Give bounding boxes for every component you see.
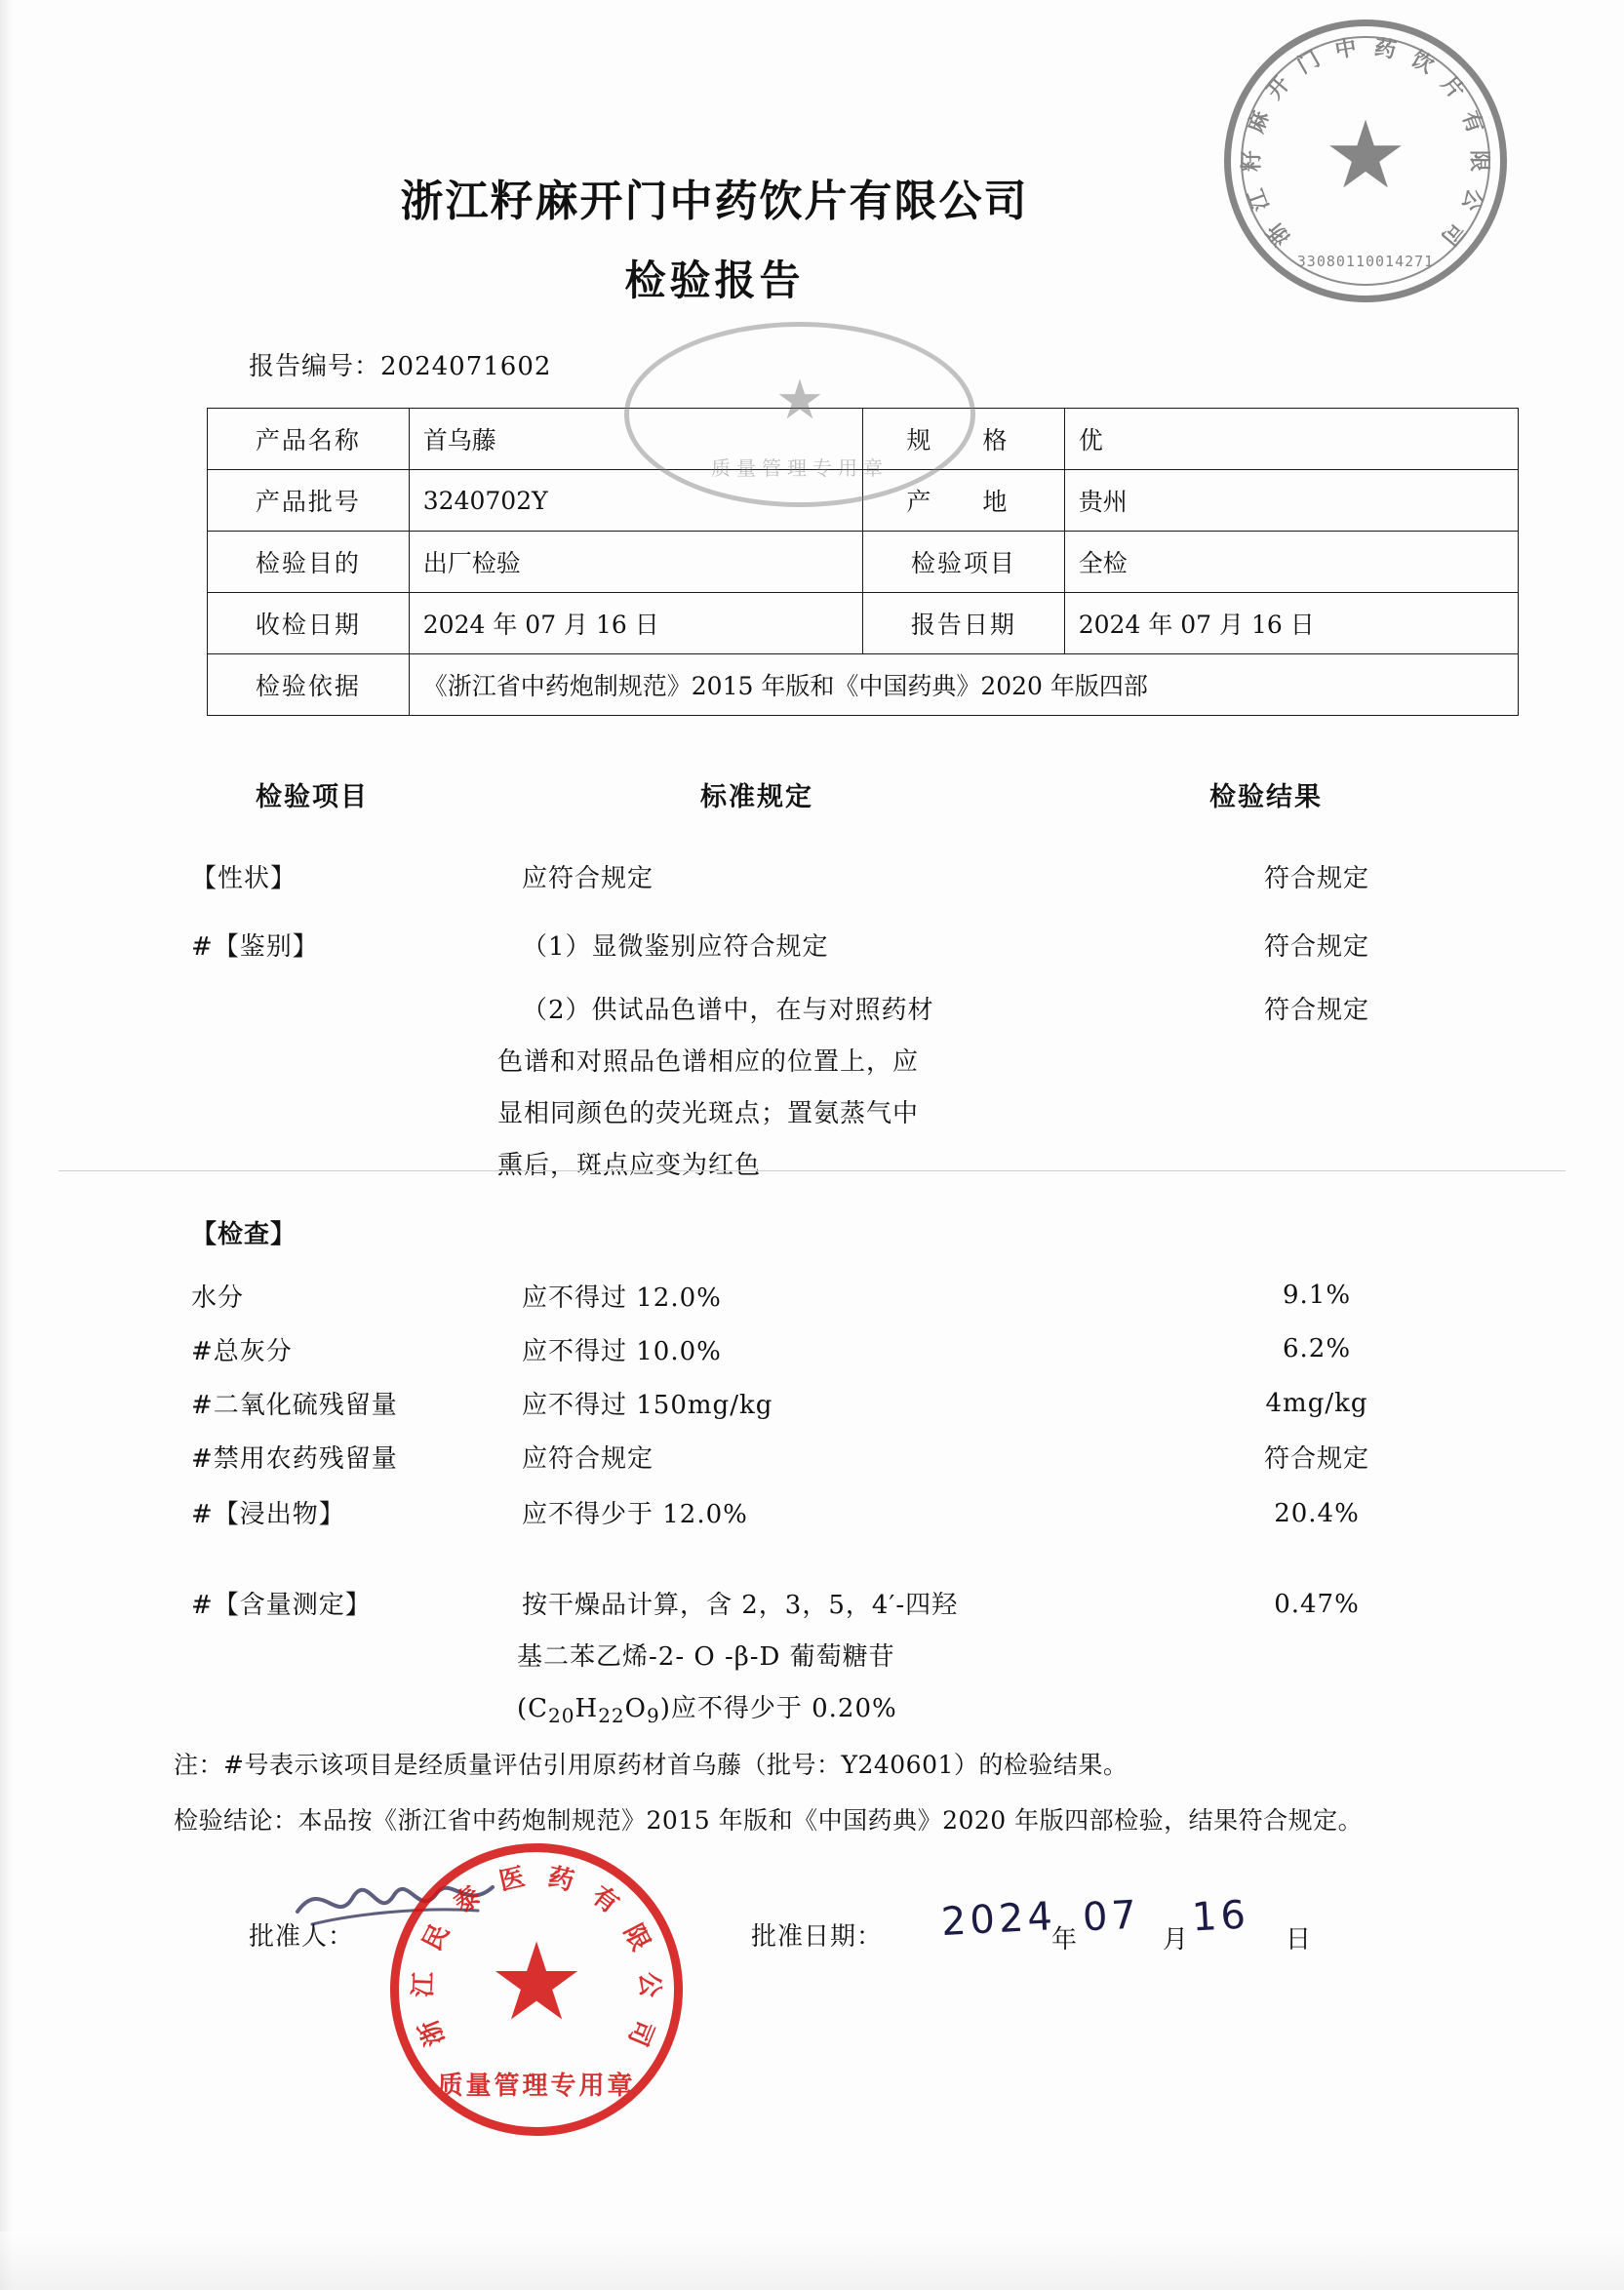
- table-row: [208, 532, 1519, 593]
- report-number-label: 报告编号：: [249, 352, 381, 381]
- result-value-9: 4mg/kg: [1265, 1389, 1368, 1418]
- result-value-12: 0.47%: [1274, 1590, 1360, 1619]
- result-standard-3: 色谱和对照品色谱相应的位置上，应: [497, 1047, 920, 1077]
- result-standard-10: 应符合规定: [522, 1444, 654, 1474]
- approve-date-month-unit: 月: [1163, 1925, 1189, 1954]
- approver-label: 批准人：: [249, 1922, 355, 1952]
- result-standard-2: （2）供试品色谱中，在与对照药材: [522, 996, 934, 1025]
- info-table: [207, 408, 1519, 716]
- table-row: [208, 409, 1519, 470]
- cell-value-receive-date: 2024 年 07 月 16 日: [409, 593, 862, 654]
- result-standard-8: 应不得过 10.0%: [522, 1337, 722, 1366]
- footnote: 注：#号表示该项目是经质量评估引用原药材首乌藤（批号：Y240601）的检验结果。: [174, 1751, 1129, 1779]
- formula-sub-2: 22: [598, 1704, 625, 1728]
- stamp-red-bottom-text: 质量管理专用章: [437, 2072, 636, 2101]
- star-icon: ★: [488, 1918, 585, 2044]
- report-number: [249, 346, 551, 382]
- formula-sub-1: 20: [548, 1704, 575, 1728]
- cell-label-origin: 产 地: [862, 470, 1064, 532]
- cell-label-basis: 检验依据: [208, 654, 410, 716]
- approver-signature: [293, 1868, 497, 1936]
- cell-value-report-date: 2024 年 07 月 16 日: [1064, 593, 1518, 654]
- cell-value-basis: 《浙江省中药炮制规范》2015 年版和《中国药典》2020 年版四部: [409, 654, 1518, 716]
- cell-label-spec: 规 格: [862, 409, 1064, 470]
- table-row: [208, 654, 1519, 716]
- approve-date-year-handwritten: 2024: [939, 1893, 1057, 1946]
- approve-date-month-handwritten: 07: [1081, 1892, 1142, 1941]
- cell-label-test-items: 检验项目: [862, 532, 1064, 593]
- report-number-value: 2024071602: [380, 352, 552, 381]
- star-icon: ★: [1323, 100, 1408, 211]
- result-standard-11: 应不得少于 12.0%: [522, 1500, 748, 1529]
- company-title: 浙江籽麻开门中药饮片有限公司: [400, 177, 1029, 226]
- result-standard-12: 按干燥品计算，含 2，3，5，4′-四羟: [522, 1591, 959, 1620]
- result-standard-7: 应不得过 12.0%: [522, 1283, 722, 1313]
- result-value-11: 20.4%: [1274, 1499, 1360, 1528]
- approve-date-label: 批准日期：: [751, 1922, 884, 1952]
- result-standard-14-formula: [517, 1688, 897, 1727]
- result-item-12: #【含量测定】: [191, 1591, 372, 1620]
- stamp-code: 33080110014271: [1296, 253, 1435, 270]
- result-item-10: #禁用农药残留量: [191, 1444, 398, 1474]
- cell-value-purpose: 出厂检验: [409, 532, 862, 593]
- result-standard-13: 基二苯乙烯-2- O -β-D 葡萄糖苷: [517, 1642, 895, 1672]
- table-row: [208, 593, 1519, 654]
- result-value-10: 符合规定: [1263, 1444, 1369, 1474]
- stamp-arc-text: 浙 江 籽 麻 开 门 中 药 饮 片 有 限 公 司: [1239, 34, 1492, 251]
- approve-date-year-unit: 年: [1051, 1925, 1078, 1954]
- conclusion-text: 检验结论：本品按《浙江省中药炮制规范》2015 年版和《中国药典》2020 年版四部检验，结果符合规定。: [174, 1806, 1364, 1835]
- formula-sub-3: 9: [646, 1704, 660, 1728]
- cell-label-report-date: 报告日期: [862, 593, 1064, 654]
- cell-label-purpose: 检验目的: [208, 532, 410, 593]
- result-value-2: 符合规定: [1263, 996, 1369, 1025]
- cell-value-product-name: 首乌藤: [409, 409, 862, 470]
- report-title: 检验报告: [624, 257, 805, 304]
- formula-mid-2: O: [624, 1694, 647, 1723]
- result-standard-1: （1）显微鉴别应符合规定: [522, 932, 829, 962]
- formula-mid-1: H: [574, 1694, 599, 1723]
- cell-value-test-items: 全检: [1064, 532, 1518, 593]
- formula-suffix: )应不得少于 0.20%: [659, 1694, 897, 1723]
- formula-prefix: (C: [517, 1694, 549, 1723]
- result-item-8: #总灰分: [191, 1337, 293, 1366]
- result-standard-4: 显相同颜色的荧光斑点；置氨蒸气中: [497, 1099, 920, 1128]
- result-item-0: 【性状】: [191, 864, 297, 893]
- cell-label-receive-date: 收检日期: [208, 593, 410, 654]
- result-standard-9: 应不得过 150mg/kg: [522, 1391, 773, 1420]
- result-value-8: 6.2%: [1282, 1334, 1352, 1363]
- stamp-arc-text-red: 浙 江 民 泰 医 药 有 限 公 司: [409, 1862, 664, 2050]
- result-item-9: #二氧化硫残留量: [191, 1391, 398, 1420]
- results-header-item: 检验项目: [256, 782, 369, 812]
- result-item-11: #【浸出物】: [191, 1500, 345, 1529]
- result-item-1: #【鉴别】: [191, 932, 319, 962]
- star-icon: ★: [774, 368, 825, 432]
- scan-edge-bottom: [0, 2231, 1624, 2290]
- result-standard-5: 熏后，斑点应变为红色: [497, 1151, 762, 1180]
- result-value-7: 9.1%: [1282, 1281, 1352, 1310]
- section-divider: [59, 1170, 1565, 1171]
- results-header-standard: 标准规定: [700, 782, 813, 812]
- table-row: [208, 470, 1519, 532]
- cell-value-spec: 优: [1064, 409, 1518, 470]
- stamp-oval-text: 质量管理专用章: [711, 456, 889, 480]
- cell-value-batch-no: 3240702Y: [409, 470, 862, 532]
- scan-edge-left: [0, 0, 14, 2290]
- result-value-0: 符合规定: [1263, 864, 1369, 893]
- approve-date-day-unit: 日: [1286, 1925, 1312, 1954]
- result-item-7: 水分: [191, 1283, 245, 1313]
- result-value-1: 符合规定: [1263, 932, 1369, 962]
- cell-label-batch-no: 产品批号: [208, 470, 410, 532]
- approve-date-day-handwritten: 16: [1190, 1892, 1251, 1941]
- result-item-6: 【检查】: [191, 1220, 297, 1249]
- result-standard-0: 应符合规定: [522, 864, 654, 893]
- cell-value-origin: 贵州: [1064, 470, 1518, 532]
- cell-label-product-name: 产品名称: [208, 409, 410, 470]
- results-header-result: 检验结果: [1209, 782, 1323, 812]
